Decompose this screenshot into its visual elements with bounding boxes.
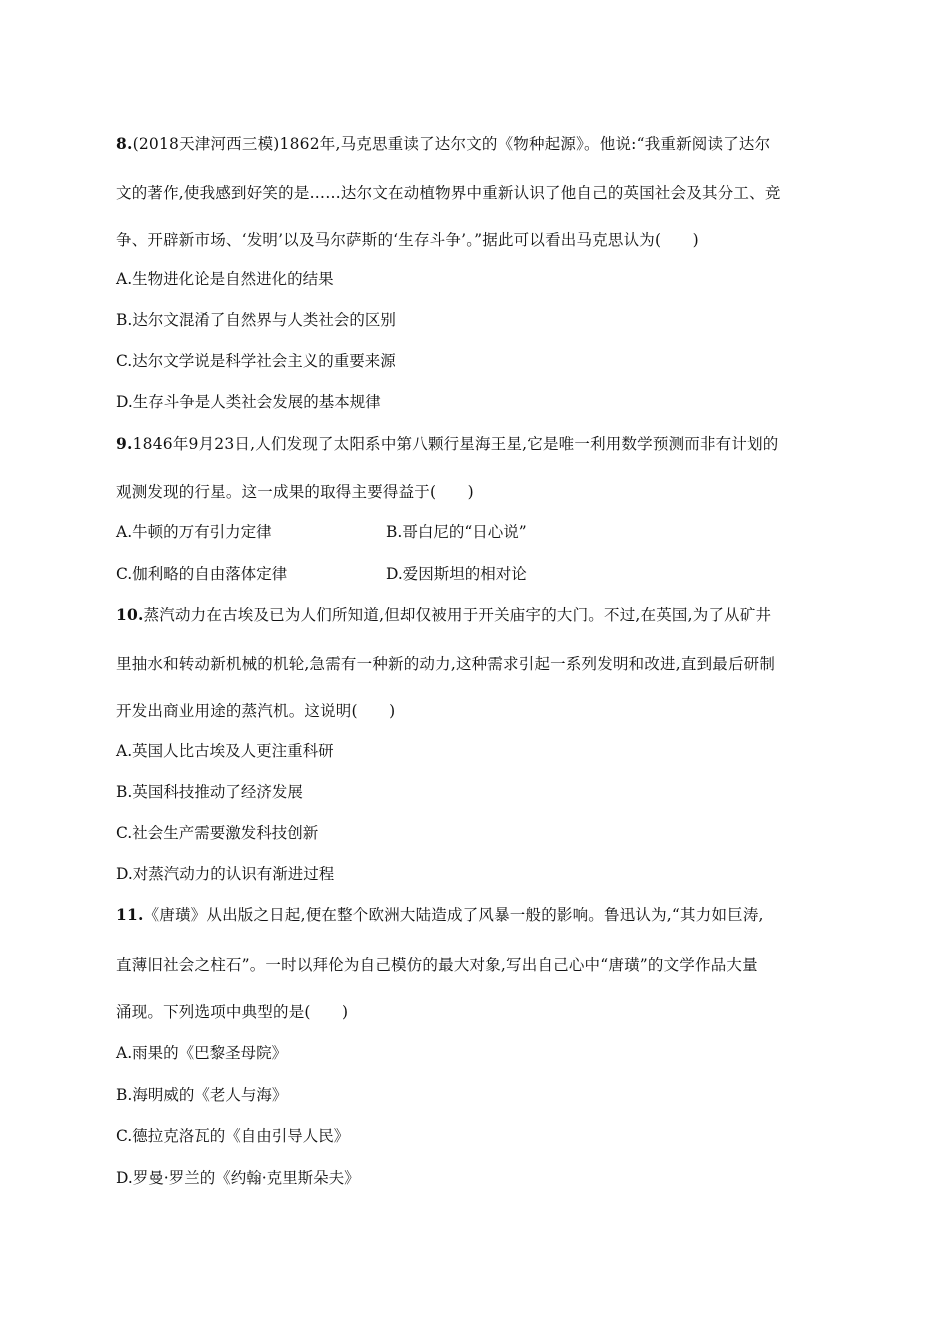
question-9-stem-line-1: 9.1846年9月23日,人们发现了太阳系中第八颗行星海王星,它是唯一利用数学预测而非有计划的 [116, 434, 779, 453]
question-9-option-b[interactable]: B.哥白尼的“日心说” [386, 523, 527, 541]
question-11-stem-line-3: 涌现。下列选项中典型的是( ) [116, 1003, 349, 1021]
question-9-option-d[interactable]: D.爱因斯坦的相对论 [386, 565, 527, 583]
question-11-option-c[interactable]: C.德拉克洛瓦的《自由引导人民》 [116, 1127, 350, 1145]
question-10-option-b[interactable]: B.英国科技推动了经济发展 [116, 783, 303, 801]
question-10-stem-line-3: 开发出商业用途的蒸汽机。这说明( ) [116, 702, 396, 720]
question-9-stem-line-2: 观测发现的行星。这一成果的取得主要得益于( ) [116, 483, 474, 501]
question-10-number: 10. [116, 605, 144, 624]
question-11-stem-line-1: 11.《唐璜》从出版之日起,便在整个欧洲大陆造成了风暴一般的影响。鲁迅认为,“其力如巨涛, [116, 905, 764, 924]
question-9-number: 9. [116, 434, 133, 453]
question-8-stem-line-3: 争、开辟新市场、‘发明’以及马尔萨斯的‘生存斗争’。”据此可以看出马克思认为( ) [116, 231, 699, 249]
question-10-option-c[interactable]: C.社会生产需要激发科技创新 [116, 824, 319, 842]
question-11-option-a[interactable]: A.雨果的《巴黎圣母院》 [116, 1044, 288, 1062]
question-9-option-a[interactable]: A.牛顿的万有引力定律 [116, 523, 272, 541]
question-10-option-a[interactable]: A.英国人比古埃及人更注重科研 [116, 742, 334, 760]
question-11-option-b[interactable]: B.海明威的《老人与海》 [116, 1086, 288, 1104]
question-11-stem-line-2: 直薄旧社会之柱石”。一时以拜伦为自己模仿的最大对象,写出自己心中“唐璜”的文学作品大量 [116, 956, 758, 974]
question-8-stem-line-2: 文的著作,使我感到好笑的是……达尔文在动植物界中重新认识了他自己的英国社会及其分工、竞 [116, 184, 781, 202]
question-8-option-c[interactable]: C.达尔文学说是科学社会主义的重要来源 [116, 352, 396, 370]
question-8-stem-line-1: 8.(2018天津河西三模)1862年,马克思重读了达尔文的《物种起源》。他说:“我重新阅读了达尔 [116, 134, 771, 153]
question-9-option-c[interactable]: C.伽利略的自由落体定律 [116, 565, 288, 583]
question-10-stem-line-1: 10.蒸汽动力在古埃及已为人们所知道,但却仅被用于开关庙宇的大门。不过,在英国,为了从矿井 [116, 605, 772, 624]
question-8-option-a[interactable]: A.生物进化论是自然进化的结果 [116, 270, 334, 288]
question-11-option-d[interactable]: D.罗曼·罗兰的《约翰·克里斯朵夫》 [116, 1169, 360, 1187]
question-10-stem-line-2: 里抽水和转动新机械的机轮,急需有一种新的动力,这种需求引起一系列发明和改进,直到最后研制 [116, 655, 776, 673]
question-10-option-d[interactable]: D.对蒸汽动力的认识有渐进过程 [116, 865, 335, 883]
question-8-number: 8. [116, 134, 133, 153]
question-8-option-b[interactable]: B.达尔文混淆了自然界与人类社会的区别 [116, 311, 396, 329]
question-11-number: 11. [116, 905, 144, 924]
question-8-option-d[interactable]: D.生存斗争是人类社会发展的基本规律 [116, 393, 381, 411]
